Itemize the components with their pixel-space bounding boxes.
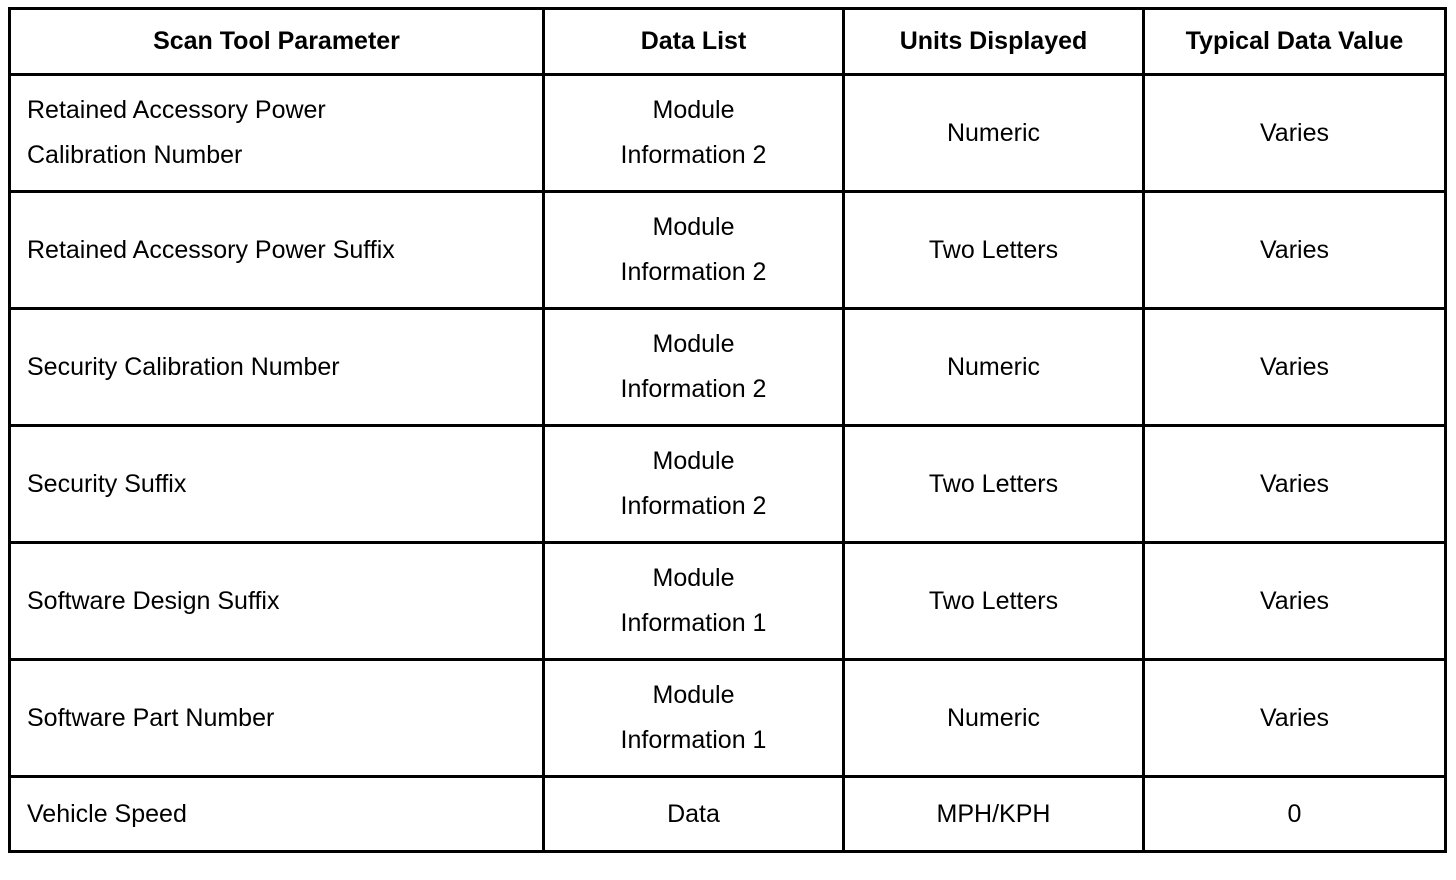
data-list-line: Module (652, 447, 735, 475)
data-list-line: Module (652, 681, 735, 709)
table-row (10, 660, 1446, 777)
data-list-line: Module (652, 564, 735, 592)
data-list-line: Information 2 (620, 492, 767, 520)
data-list-line: Information 2 (620, 141, 767, 169)
cell-parameter (10, 192, 544, 309)
cell-data-list (544, 777, 844, 852)
cell-units: Two Letters (844, 426, 1144, 543)
parameter-line: Retained Accessory Power Suffix (27, 235, 395, 264)
cell-units: Numeric (844, 309, 1144, 426)
header-typical-data-value: Typical Data Value (1144, 9, 1446, 75)
cell-data-list (544, 426, 844, 543)
data-list-line: Data (667, 799, 720, 828)
parameter-line: Vehicle Speed (27, 799, 187, 828)
table-row (10, 309, 1446, 426)
parameter-line: Calibration Number (27, 141, 243, 169)
cell-units: Numeric (844, 660, 1144, 777)
cell-parameter (10, 660, 544, 777)
data-list-line: Information 1 (620, 726, 767, 754)
cell-data-list (544, 543, 844, 660)
header-data-list: Data List (544, 9, 844, 75)
cell-typical-value: Varies (1144, 660, 1446, 777)
cell-data-list (544, 309, 844, 426)
data-table-container (8, 7, 1447, 853)
cell-typical-value: Varies (1144, 309, 1446, 426)
data-list-line: Module (652, 330, 735, 358)
data-list-line: Module (652, 213, 735, 241)
cell-parameter (10, 543, 544, 660)
cell-parameter (10, 777, 544, 852)
cell-units: Two Letters (844, 543, 1144, 660)
cell-units: MPH/KPH (844, 777, 1144, 852)
cell-typical-value: Varies (1144, 192, 1446, 309)
parameter-line: Security Suffix (27, 469, 187, 498)
parameter-line: Software Part Number (27, 703, 275, 732)
data-list-line: Information 1 (620, 609, 767, 637)
cell-units: Numeric (844, 75, 1144, 192)
cell-typical-value: 0 (1144, 777, 1446, 852)
cell-parameter (10, 75, 544, 192)
table-row (10, 777, 1446, 852)
cell-parameter (10, 309, 544, 426)
table-row (10, 192, 1446, 309)
table-row (10, 543, 1446, 660)
header-units-displayed: Units Displayed (844, 9, 1144, 75)
table-row (10, 426, 1446, 543)
cell-data-list (544, 75, 844, 192)
cell-data-list (544, 660, 844, 777)
cell-parameter (10, 426, 544, 543)
cell-data-list (544, 192, 844, 309)
header-scan-tool-parameter: Scan Tool Parameter (10, 9, 544, 75)
table-row (10, 75, 1446, 192)
parameter-line: Security Calibration Number (27, 352, 340, 381)
cell-typical-value: Varies (1144, 543, 1446, 660)
parameter-line: Retained Accessory Power (27, 96, 326, 124)
header-row (10, 9, 1446, 75)
cell-typical-value: Varies (1144, 426, 1446, 543)
data-list-line: Information 2 (620, 375, 767, 403)
data-list-line: Module (652, 96, 735, 124)
cell-units: Two Letters (844, 192, 1144, 309)
scan-tool-data-table (8, 7, 1447, 853)
data-list-line: Information 2 (620, 258, 767, 286)
cell-typical-value: Varies (1144, 75, 1446, 192)
parameter-line: Software Design Suffix (27, 586, 280, 615)
